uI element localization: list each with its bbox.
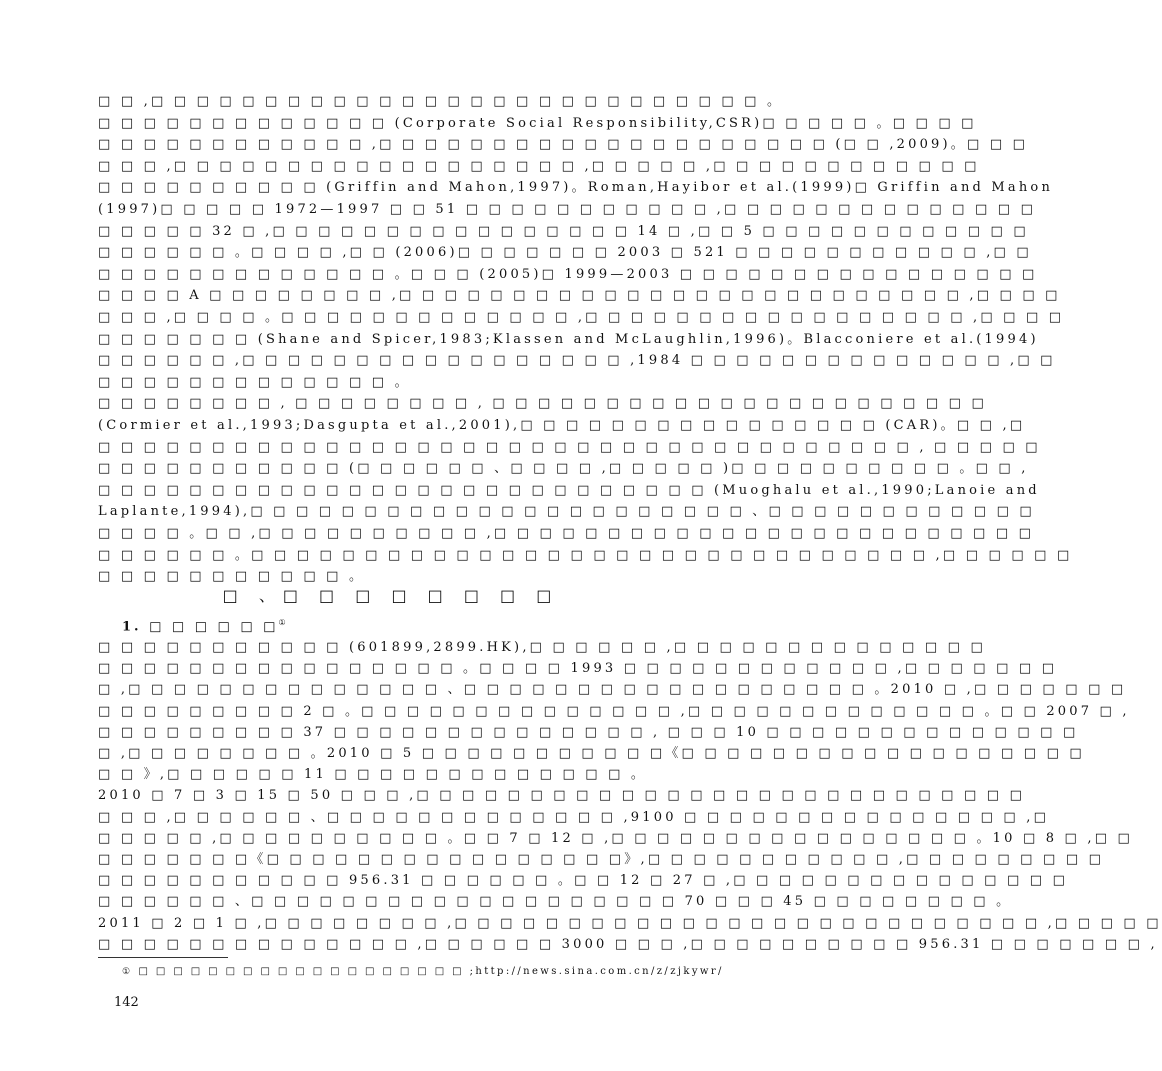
text-line: □ □ □ □ □ ,□ □ □ □ □ □ □ □ □ □ 。□ □ 7 □ 12 □ ,□ □ □ □ □ □ □ □ □ □ □ □ □ □ □ □ 。10 □ 8 □ ,□ □	[98, 830, 1134, 846]
text-line: □ □ □ □ □ □ □ □ □ □ □ □ □ □ □ □ □ □ □ □ □ □ □ □ □ □ □ □ □ □ □ □ □ □ □ □ , □ □ □ □ □	[98, 439, 1041, 455]
text-line: □ □ □ ,□ □ □ □ 。□ □ □ □ □ □ □ □ □ □ □ □ □ ,□ □ □ □ □ □ □ □ □ □ □ □ □ □ □ □ □ ,□ □ □ □	[98, 310, 1065, 325]
text-line: □ □ □ □ □ □ □ □ □ 2 □ 。□ □ □ □ □ □ □ □ □ □ □ □ □ □ ,□ □ □ □ □ □ □ □ □ □ □ □ □ 。□ □ 2007 □ ,	[98, 703, 1130, 719]
text-line: □ □ □ □ □ □ □ □ □ □ □ 956.31 □ □ □ □ □ □ 。□ □ 12 □ 27 □ ,□ □ □ □ □ □ □ □ □ □ □ □ □ □ □	[98, 873, 1069, 889]
text-line: □ □ □ □ □ □ □ (Shane and Spicer,1983;Klassen and McLaughlin,1996)。Blacconiere et al.(1994)	[98, 331, 1039, 347]
text-line: □ □ □ □ □ □ 、□ □ □ □ □ □ □ □ □ □ □ □ □ □ □ □ □ □ □ 70 □ □ □ 45 □ □ □ □ □ □ □ □ 。	[98, 894, 1013, 910]
text-line: Laplante,1994),□ □ □ □ □ □ □ □ □ □ □ □ □ □ □ □ □ □ □ □ □ □ 、□ □ □ □ □ □ □ □ □ □ □ □	[98, 504, 1035, 520]
text-line: □ ,□ □ □ □ □ □ □ □ 。2010 □ 5 □ □ □ □ □ □ □ □ □ □ □《□ □ □ □ □ □ □ □ □ □ □ □ □ □ □ □ □ □	[98, 746, 1085, 761]
text-line: □ □ □ □ □ □ ,□ □ □ □ □ □ □ □ □ □ □ □ □ □ □ □ □ ,1984 □ □ □ □ □ □ □ □ □ □ □ □ □ □ ,□ □	[98, 353, 1056, 369]
text-line: □ □ □ □ □ □ □ □ □ 37 □ □ □ □ □ □ □ □ □ □ □ □ □ □ , □ □ □ 10 □ □ □ □ □ □ □ □ □ □ □ □ □ □	[98, 724, 1079, 740]
subheading-text: 1. □ □ □ □ □ □	[122, 619, 279, 635]
footnote-reference: ①	[278, 618, 289, 627]
text-line: □ □ □ □ □ □ □ □ □ □ □ □ ,□ □ □ □ □ □ □ □ □ □ □ □ □ □ □ □ □ □ □ □ (□ □ ,2009)。□ □ □	[98, 137, 1029, 153]
text-line: □ □ □ □ □ □ □ □ □ □ □ □ □ (Corporate Social Responsibility,CSR)□ □ □ □ □ 。□ □ □ □	[98, 115, 977, 131]
text-line: □ □ □ □ □ □ □ □ □ □ □ (□ □ □ □ □ □ 、□ □ □ □ ,□ □ □ □ □ )□ □ □ □ □ □ □ □ □ □ 。□ □ ,	[98, 461, 1029, 477]
text-line: □ □ □ ,□ □ □ □ □ □ 、□ □ □ □ □ □ □ □ □ □ □ □ □ ,9100 □ □ □ □ □ □ □ □ □ □ □ □ □ □ □ ,□	[98, 809, 1050, 825]
text-line: □ □ □ □ □ □ □ □ □ □ □ □ □ □ □ □ □ □ □ □ □ □ □ □ □ □ □ (Muoghalu et al.,1990;Lanoie and	[98, 482, 1040, 498]
footnote-mark: ①	[122, 967, 133, 977]
text-line: □ □ 》,□ □ □ □ □ □ 11 □ □ □ □ □ □ □ □ □ □ □ □ □ 。	[98, 767, 648, 783]
footnote-text: □ □ □ □ □ □ □ □ □ □ □ □ □ □ □ □ □ □ □ ;http://news.sina.com.cn/z/zjkywr/	[138, 966, 724, 977]
text-line: 2011 □ 2 □ 1 □ ,□ □ □ □ □ □ □ □ ,□ □ □ □ □ □ □ □ □ □ □ □ □ □ □ □ □ □ □ □ □ □ □ □ □ □ ,□ □ □ □ □	[98, 915, 1162, 931]
text-line: □ □ □ □ □ □ □ □ □ □ □ □ □ 。	[98, 374, 411, 390]
text-line: □ □ □ □ □ □ □ □ □ □ □ 。	[98, 569, 366, 585]
section-heading: □ 、□ □ □ □ □ □ □ □	[222, 586, 560, 605]
text-line: □ □ □ □ A □ □ □ □ □ □ □ □ ,□ □ □ □ □ □ □ □ □ □ □ □ □ □ □ □ □ □ □ □ □ □ □ □ □ ,□ □ □ □	[98, 288, 1061, 304]
text-line: 2010 □ 7 □ 3 □ 15 □ 50 □ □ □ ,□ □ □ □ □ □ □ □ □ □ □ □ □ □ □ □ □ □ □ □ □ □ □ □ □ □ □	[98, 788, 1026, 804]
footnote	[122, 966, 724, 977]
subheading	[122, 618, 289, 634]
text-line: □ □ □ □ □ 32 □ ,□ □ □ □ □ □ □ □ □ □ □ □ □ □ □ □ 14 □ ,□ □ 5 □ □ □ □ □ □ □ □ □ □ □ □	[98, 223, 1029, 239]
text-line: (1997)□ □ □ □ □ 1972—1997 □ □ 51 □ □ □ □ □ □ □ □ □ □ □ ,□ □ □ □ □ □ □ □ □ □ □ □ □ □	[98, 202, 1037, 217]
page-number: 142	[114, 995, 139, 1010]
text-line: □ □ □ □ 。□ □ ,□ □ □ □ □ □ □ □ □ □ ,□ □ □ □ □ □ □ □ □ □ □ □ □ □ □ □ □ □ □ □ □ □ □ □	[98, 526, 1035, 541]
text-line: □ □ □ ,□ □ □ □ □ □ □ □ □ □ □ □ □ □ □ □ □ □ ,□ □ □ □ □ ,□ □ □ □ □ □ □ □ □ □ □ □	[98, 158, 980, 174]
text-line: □ □ □ □ □ □ 。□ □ □ □ □ □ □ □ □ □ □ □ □ □ □ □ □ □ □ □ □ □ □ □ □ □ □ □ □ □ ,□ □ □ □ □ □	[98, 547, 1073, 563]
text-line: (Cormier et al.,1993;Dasgupta et al.,2001),□ □ □ □ □ □ □ □ □ □ □ □ □ □ □ □ (CAR)。□ □ ,□	[98, 418, 1026, 433]
text-line: □ □ □ □ □ □ □《□ □ □ □ □ □ □ □ □ □ □ □ □ □ □ □》,□ □ □ □ □ □ □ □ □ □ □ ,□ □ □ □ □ □ □ □ □	[98, 852, 1105, 867]
text-line: □ □ □ □ □ □ □ □ , □ □ □ □ □ □ □ □ , □ □ □ □ □ □ □ □ □ □ □ □ □ □ □ □ □ □ □ □ □ □	[98, 396, 987, 412]
text-line: □ □ □ □ □ □ □ □ □ □ □ (601899,2899.HK),□ □ □ □ □ □ ,□ □ □ □ □ □ □ □ □ □ □ □ □ □	[98, 640, 986, 655]
footnote-divider	[98, 957, 228, 958]
text-line: □ □ □ □ □ □ 。□ □ □ □ ,□ □ (2006)□ □ □ □ □ □ □ 2003 □ 521 □ □ □ □ □ □ □ □ □ □ □ ,□ □	[98, 245, 1032, 261]
text-line: □ □ ,□ □ □ □ □ □ □ □ □ □ □ □ □ □ □ □ □ □ □ □ □ □ □ □ □ □ □ 。	[98, 94, 784, 109]
text-line: □ □ □ □ □ □ □ □ □ □ (Griffin and Mahon,1997)。Roman,Hayibor et al.(1999)□ Griffin and Mahon	[98, 180, 1054, 196]
text-line: □ □ □ □ □ □ □ □ □ □ □ □ □ □ □ □ 。□ □ □ □ 1993 □ □ □ □ □ □ □ □ □ □ □ □ ,□ □ □ □ □ □ □	[98, 661, 1058, 677]
text-line: □ ,□ □ □ □ □ □ □ □ □ □ □ □ □ □ 、□ □ □ □ □ □ □ □ □ □ □ □ □ □ □ □ □ □ 。2010 □ ,□ □ □ □ □ □ □	[98, 682, 1127, 698]
text-line: □ □ □ □ □ □ □ □ □ □ □ □ □ □ ,□ □ □ □ □ □ 3000 □ □ □ ,□ □ □ □ □ □ □ □ □ □ 956.31 □ □ □ □ □ □ □ ,	[98, 936, 1158, 952]
text-line: □ □ □ □ □ □ □ □ □ □ □ □ □ 。□ □ □ (2005)□ 1999—2003 □ □ □ □ □ □ □ □ □ □ □ □ □ □ □ □	[98, 266, 1038, 282]
